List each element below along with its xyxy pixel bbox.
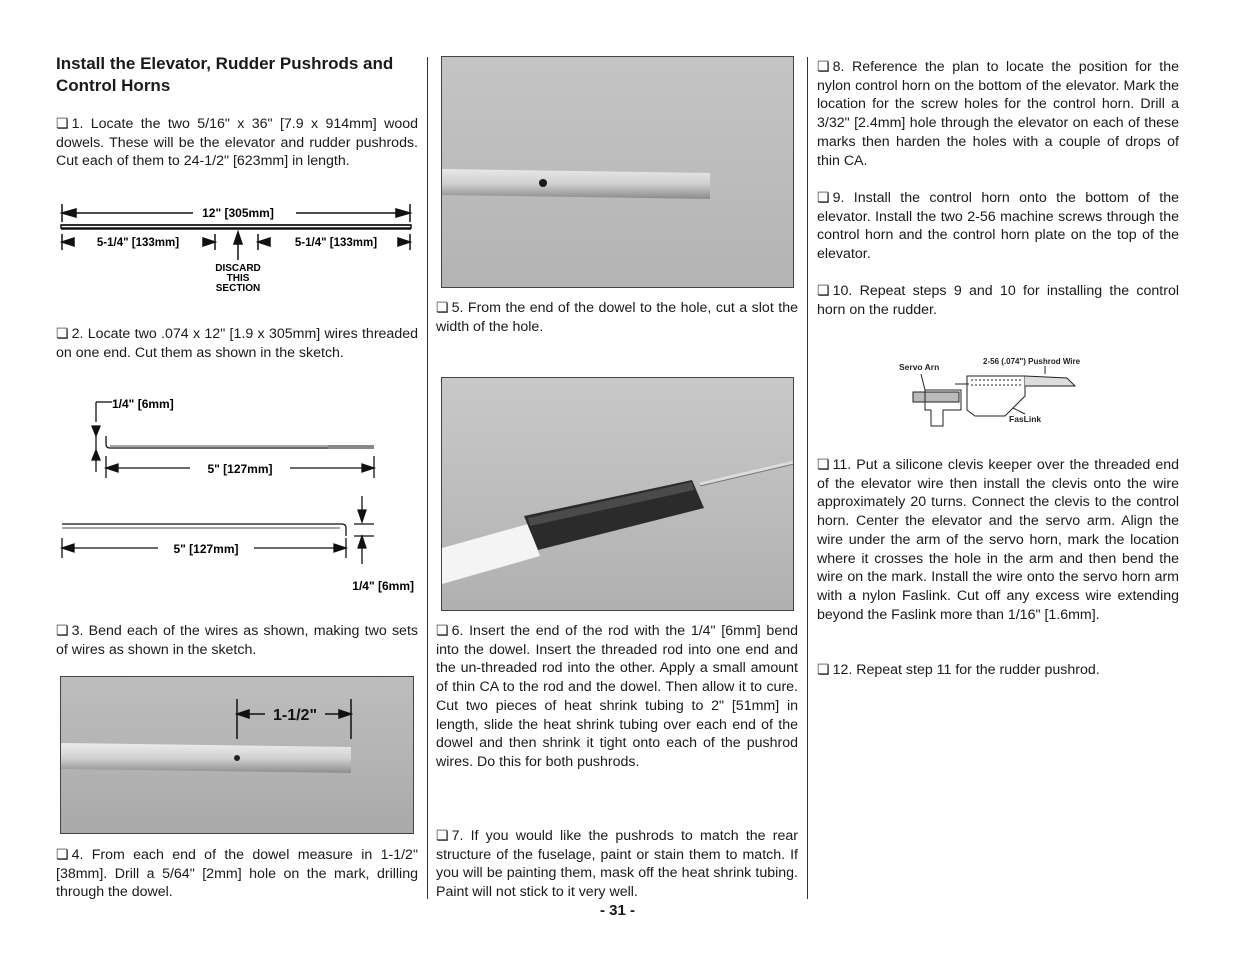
fig1-right-label: 5-1/4" [133mm] xyxy=(294,237,378,249)
step-12: ❏ 12. Repeat step 11 for the rudder pushrod. xyxy=(817,661,1100,678)
fig2-bend-top-label: 1/4" [6mm] xyxy=(112,397,174,411)
checkbox-icon: ❏ xyxy=(817,189,830,205)
heat-shrink-photo xyxy=(441,377,794,611)
step-1: ❏ 1. Locate the two 5/16" x 36" [7.9 x 914mm] wood dowels. These will be the elevator and rudder pushrods. Cut each of them to 24-1/2" [623mm] in length. xyxy=(56,115,418,170)
pushrod-wire-label: 2-56 (.074") Pushrod Wire xyxy=(983,357,1081,366)
wire-cut-diagram xyxy=(58,198,418,298)
fig2-length-bottom-label: 5" [127mm] xyxy=(173,542,239,556)
step-5: ❏ 5. From the end of the dowel to the hole, cut a slot the width of the hole. xyxy=(436,299,798,335)
faslink-label: FasLink xyxy=(1009,414,1042,424)
checkbox-icon: ❏ xyxy=(817,58,830,74)
step-10: ❏ 10. Repeat steps 9 and 10 for installing the control horn on the rudder. xyxy=(817,282,1179,318)
step-4: ❏ 4. From each end of the dowel measure in 1-1/2" [38mm]. Drill a 5/64" [2mm] hole on the mark, drilling through the dowel. xyxy=(56,846,418,901)
fig1-left-label: 5-1/4" [133mm] xyxy=(96,237,180,249)
step-2: ❏ 2. Locate two .074 x 12" [1.9 x 305mm] wires threaded on one end. Cut them as shown in the sketch. xyxy=(56,325,418,361)
fig1-discard-2: THIS xyxy=(226,273,250,284)
column-divider-left xyxy=(427,57,428,899)
faslink-diagram xyxy=(895,350,1105,432)
wire-bend-diagram xyxy=(58,392,420,600)
servo-arm-label: Servo Arn xyxy=(899,362,940,372)
step-7: ❏ 7. If you would like the pushrods to match the rear structure of the fuselage, paint or stain them to match. If you will be painting them, mask off the heat shrink tubing. Paint will not stick to it very well. xyxy=(436,827,798,901)
fig1-discard-3: SECTION xyxy=(215,283,261,294)
checkbox-icon: ❏ xyxy=(436,622,449,638)
dowel-slot-photo xyxy=(441,56,794,288)
checkbox-icon: ❏ xyxy=(56,622,69,638)
section-heading: Install the Elevator, Rudder Pushrods and Control Horns xyxy=(56,54,394,95)
fig1-total-label: 12" [305mm] xyxy=(202,206,274,220)
checkbox-icon: ❏ xyxy=(817,282,830,298)
step-6: ❏ 6. Insert the end of the rod with the 1/4" [6mm] bend into the dowel. Insert the threaded rod into one end and the un-threaded rod into the other. Apply a small amount of thin CA to the rod and the dowel. Then allow it to cure. Cut two pieces of heat shrink tubing to 2" [51mm] in length, slide the heat shrink tubing over each end of the dowel and then shrink it tight onto each of the pushrod wires. Do this for both pushrods. xyxy=(436,622,798,770)
fig1-discard-1: DISCARD xyxy=(215,263,261,274)
checkbox-icon: ❏ xyxy=(817,661,830,677)
photo-measure-label: 1-1/2" xyxy=(272,707,318,724)
column-divider-right xyxy=(807,57,808,899)
dowel-hole-photo xyxy=(60,676,414,834)
fig2-bend-bottom-label: 1/4" [6mm] xyxy=(352,579,414,593)
checkbox-icon: ❏ xyxy=(436,827,449,843)
step-11: ❏ 11. Put a silicone clevis keeper over the threaded end of the elevator wire then install the clevis onto the wire approximately 20 turns. Connect the clevis to the control horn. Center the elevator and the servo arm. Align the wire under the arm of the servo horn, mark the location where it crosses the hole in the arm and then bend the wire on the mark. Install the wire onto the servo horn arm with a nylon Faslink. Cut off any excess wire extending beyond the Faslink more than 1/16" [1.6mm]. xyxy=(817,456,1179,623)
page-number: - 31 - xyxy=(599,902,635,919)
step-8: ❏ 8. Reference the plan to locate the position for the nylon control horn on the bottom of the elevator. Mark the location for the screw holes for the control horn. Drill a 3/32" [2.4mm] hole through the elevator on each of these marks then harden the holes with a couple of drops of thin CA. xyxy=(817,58,1179,169)
checkbox-icon: ❏ xyxy=(56,115,69,131)
fig2-length-top-label: 5" [127mm] xyxy=(207,462,273,476)
checkbox-icon: ❏ xyxy=(56,325,69,341)
step-9: ❏ 9. Install the control horn onto the bottom of the elevator. Install the two 2-56 machine screws through the control horn and the control horn plate on the top of the elevator. xyxy=(817,189,1179,263)
checkbox-icon: ❏ xyxy=(56,846,69,862)
checkbox-icon: ❏ xyxy=(436,299,449,315)
step-3: ❏ 3. Bend each of the wires as shown, making two sets of wires as shown in the sketch. xyxy=(56,622,418,658)
checkbox-icon: ❏ xyxy=(817,456,830,472)
